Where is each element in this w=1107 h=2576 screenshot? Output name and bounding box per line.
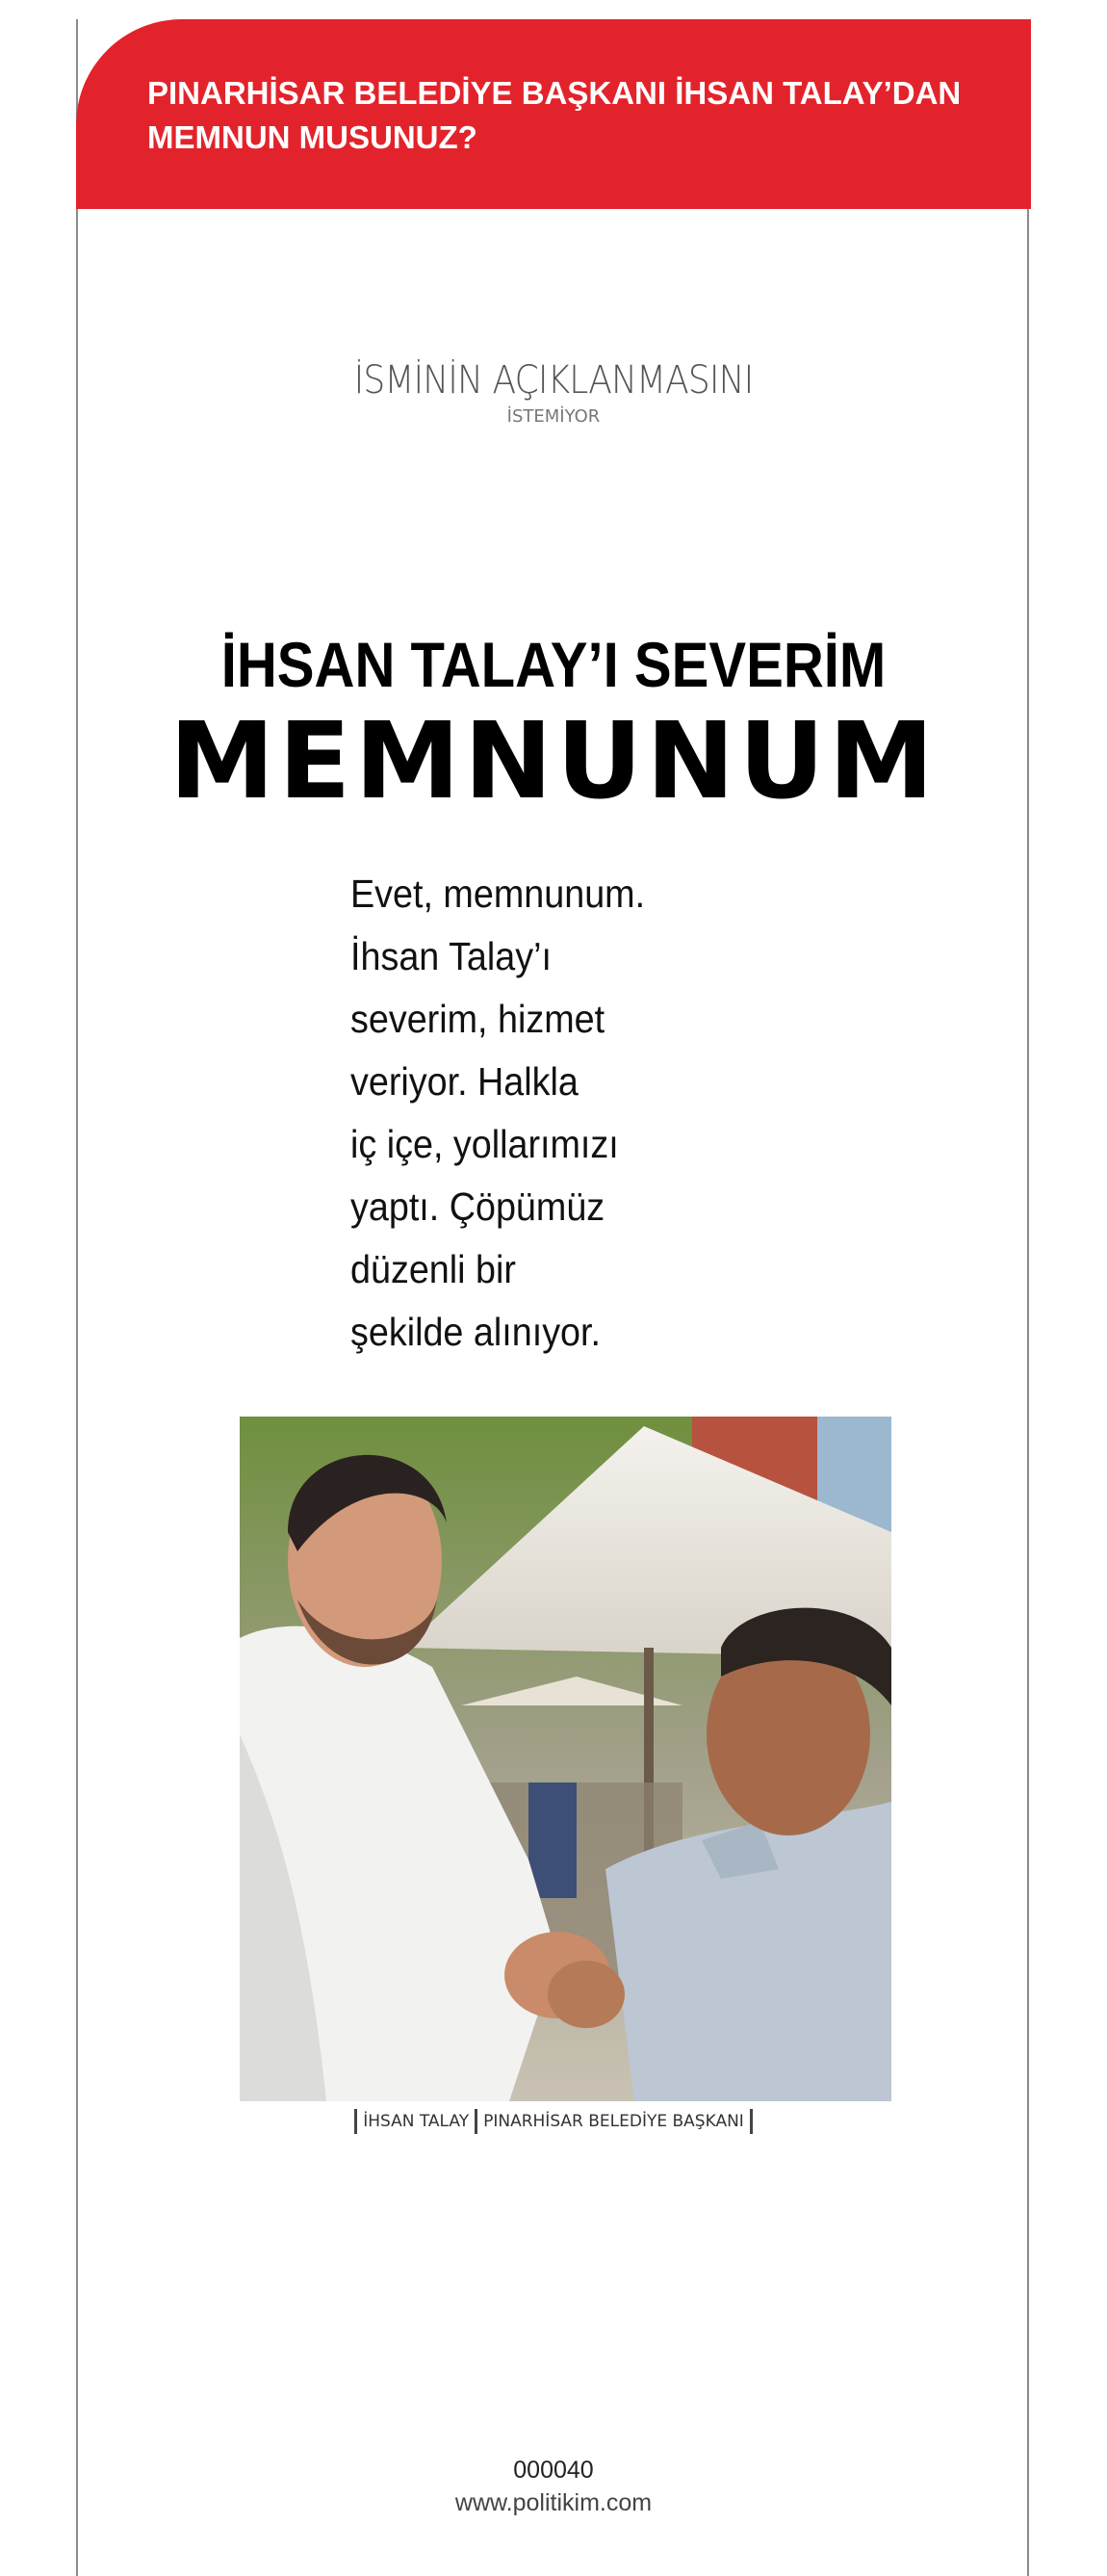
quote-line: iç içe, yollarımızı — [350, 1122, 619, 1166]
handshake-photo — [240, 1417, 891, 2101]
respondent-name: İSMİNİN AÇIKLANMASINI — [353, 358, 754, 403]
quote-line: Evet, memnunum. — [350, 872, 646, 916]
quote-line: yaptı. Çöpümüz — [350, 1184, 605, 1229]
quote-line: veriyor. Halkla — [350, 1059, 579, 1104]
quote-text — [350, 863, 705, 1364]
quote-line: severim, hizmet — [350, 997, 605, 1041]
quote-line: şekilde alınıyor. — [350, 1310, 602, 1354]
caption-divider — [475, 2109, 477, 2134]
header-banner — [76, 19, 1031, 209]
quote-line: İhsan Talay’ı — [350, 934, 552, 978]
banner-title: PINARHİSAR BELEDİYE BAŞKANI İHSAN TALAY’DAN MEMNUN MUSUNUZ? — [147, 75, 962, 155]
respondent-subline: İSTEMİYOR — [506, 406, 601, 427]
caption-divider — [354, 2109, 357, 2134]
footer — [0, 2454, 1107, 2519]
headline-line-1: İHSAN TALAY’I SEVERİM — [220, 629, 887, 700]
page-code: 000040 — [513, 2457, 594, 2484]
quote-line: düzenli bir — [350, 1247, 516, 1291]
headline-block — [0, 626, 1107, 822]
headline-line-2: MEMNUNUM — [168, 699, 939, 822]
site-url[interactable]: www.politikim.com — [454, 2489, 653, 2516]
photo-caption — [0, 2109, 1107, 2134]
caption-title: PINARHİSAR BELEDİYE BAŞKANI — [483, 2112, 744, 2131]
respondent-block — [0, 358, 1107, 427]
caption-name: İHSAN TALAY — [363, 2112, 470, 2131]
caption-divider — [750, 2109, 753, 2134]
